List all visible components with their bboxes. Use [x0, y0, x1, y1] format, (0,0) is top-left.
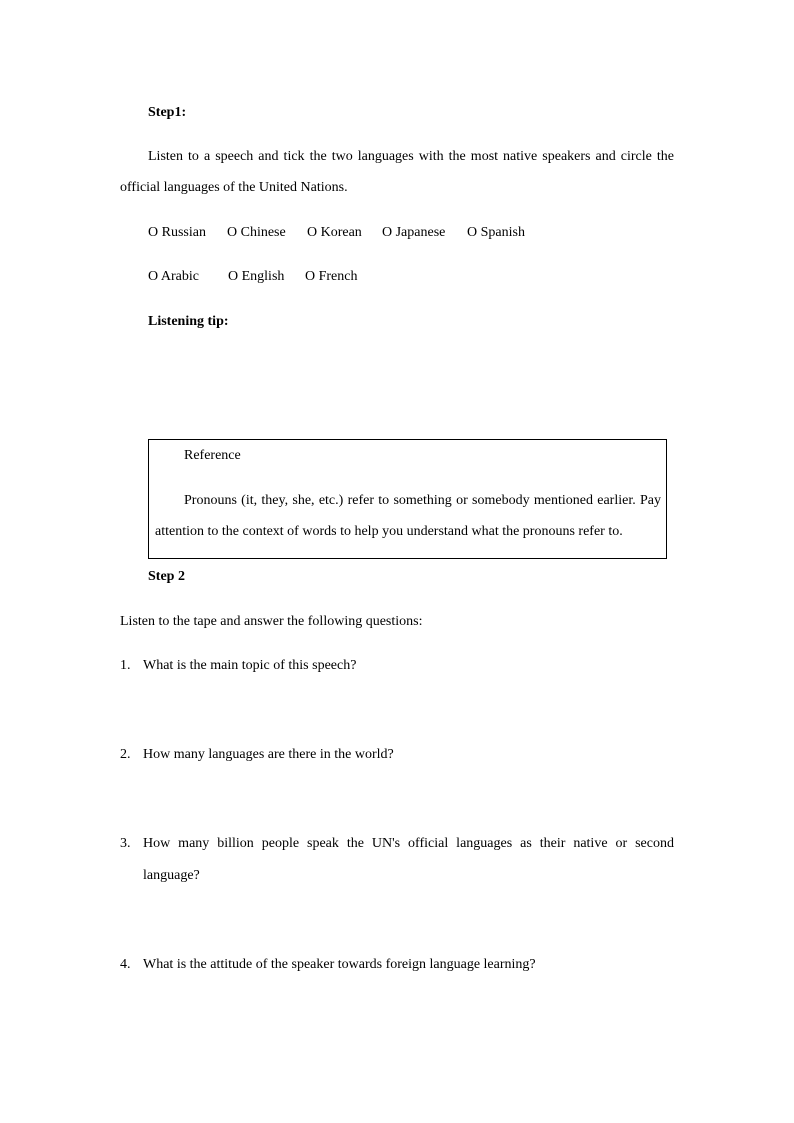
reference-box — [148, 439, 667, 559]
question-number: 4. — [120, 957, 131, 972]
option-english[interactable]: O English — [228, 269, 285, 284]
step2-instruction: Listen to the tape and answer the following questions: — [120, 614, 423, 629]
option-chinese[interactable]: O Chinese — [227, 225, 286, 240]
step1-heading: Step1: — [148, 105, 187, 120]
option-russian[interactable]: O Russian — [148, 225, 206, 240]
question-text: How many billion people speak the UN's official languages as their native or second language? — [143, 836, 674, 883]
option-korean[interactable]: O Korean — [307, 225, 362, 240]
option-japanese[interactable]: O Japanese — [382, 225, 446, 240]
question-number: 2. — [120, 747, 131, 762]
option-arabic[interactable]: O Arabic — [148, 269, 199, 284]
question-text: How many languages are there in the world? — [143, 747, 394, 762]
question-number: 3. — [120, 836, 131, 851]
option-french[interactable]: O French — [305, 269, 358, 284]
question-text: What is the main topic of this speech? — [143, 658, 357, 673]
question-number: 1. — [120, 658, 131, 673]
reference-text: Pronouns (it, they, she, etc.) refer to something or somebody mentioned earlier. Pay attention to the context of words to help you understand what the pronouns refer to. — [155, 493, 661, 539]
option-spanish[interactable]: O Spanish — [467, 225, 525, 240]
step1-instruction: Listen to a speech and tick the two languages with the most native speakers and circle the official languages of the United Nations. — [120, 149, 674, 195]
reference-title: Reference — [184, 448, 241, 463]
step2-heading: Step 2 — [148, 569, 185, 584]
listening-tip-heading: Listening tip: — [148, 314, 229, 329]
question-text: What is the attitude of the speaker towards foreign language learning? — [143, 957, 536, 972]
